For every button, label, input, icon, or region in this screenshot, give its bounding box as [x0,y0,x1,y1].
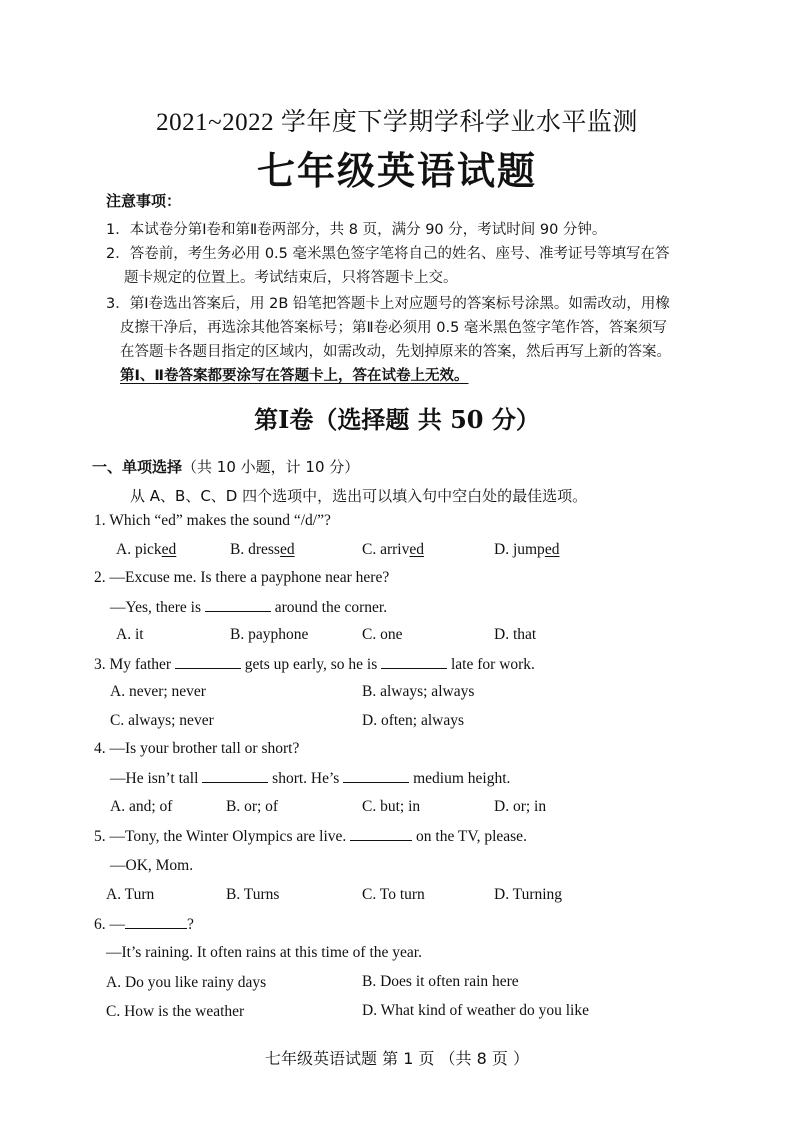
stem-part: —He isn’t tall [110,770,199,787]
stem-part: 3. My father [94,656,172,673]
stem-part: short. He’s [272,770,340,787]
question-6-line-2: —It’s raining. It often rains at this time of the year. [106,944,422,961]
stem-part: 6. — [94,916,125,933]
page-title: 七年级英语试题 [256,148,537,193]
question-5-option-a: A. Turn [106,886,155,903]
section-title-label: 一、单项选择 [92,458,183,476]
question-6-option-d: D. What kind of weather do you like [362,1002,589,1019]
exam-period-heading: 2021~2022 学年度下学期学科学业水平监测 [156,109,638,136]
question-5-option-d: D. Turning [494,886,563,903]
notice-item-3-line-4: 第Ⅰ、Ⅱ卷答案都要涂写在答题卡上，答在试卷上无效。 [120,368,469,384]
question-5-line-2: —OK, Mom. [110,857,194,874]
option-text: B. dress [230,541,280,558]
stem-part: around the corner. [274,599,388,616]
part-title: 第Ⅰ卷（选择题 共 50 分） [254,405,540,434]
question-4-option-c: C. but; in [362,798,421,815]
option-text: A. pick [116,541,162,558]
notice-item-2-line-2: 题卡规定的位置上。考试结束后，只将答题卡上交。 [124,270,458,286]
answer-blank [343,769,409,783]
question-3-option-a: A. never; never [110,683,206,700]
option-underlined: ed [544,541,560,558]
question-1-option-c [362,541,424,559]
question-2-option-d: D. that [494,626,537,643]
question-1-option-b [230,541,295,559]
notice-item-1: 1．本试卷分第Ⅰ卷和第Ⅱ卷两部分，共 8 页，满分 90 分，考试时间 90 分钟。 [106,222,607,238]
answer-blank [350,827,412,841]
section-title-detail: （共 10 小题，计 10 分） [182,458,360,476]
question-2-option-a: A. it [116,626,144,643]
notice-item-3-line-1: 3．第Ⅰ卷选出答案后，用 2B 铅笔把答题卡上对应题号的答案标号涂黑。如需改动，用橡 [106,296,670,312]
stem-part: late for work. [451,656,535,673]
question-4-stem: 4. —Is your brother tall or short? [94,740,300,757]
stem-part: —Yes, there is [110,599,201,616]
question-1-stem: 1. Which “ed” makes the sound “/d/”? [94,512,331,529]
question-5-option-c: C. To turn [362,886,425,903]
question-6-option-b: B. Does it often rain here [362,973,519,990]
page-footer: 七年级英语试题 第 1 页 （共 8 页 ） [265,1049,529,1068]
question-5-option-b: B. Turns [226,886,280,903]
question-4-option-b: B. or; of [226,798,279,815]
notice-item-2-line-1: 2．答卷前，考生务必用 0.5 毫米黑色签字笔将自己的姓名、座号、准考证号等填写在答 [106,246,670,262]
question-3-option-c: C. always; never [110,712,214,729]
question-2-line-2 [110,598,387,617]
question-2-option-b: B. payphone [230,626,309,643]
question-1-option-a [116,541,176,559]
stem-part: gets up early, so he is [244,656,378,673]
question-1-option-d [494,541,559,559]
question-5-stem [94,827,527,846]
question-6-stem [94,915,194,934]
notice-heading: 注意事项： [106,192,182,210]
option-underlined: ed [279,541,295,558]
stem-part: 5. —Tony, the Winter Olympics are live. [94,828,347,845]
stem-part: ? [187,916,194,933]
question-2-stem: 2. —Excuse me. Is there a payphone near here? [94,569,390,586]
question-6-option-a: A. Do you like rainy days [106,974,267,991]
option-text: D. jump [494,541,545,558]
question-3-stem [94,655,535,674]
notice-item-3-line-3: 在答题卡各题目指定的区域内，如需改动，先划掉原来的答案，然后再写上新的答案。 [120,344,671,360]
notice-item-3-line-2: 皮擦干净后，再选涂其他答案标号；第Ⅱ卷必须用 0.5 毫米黑色签字笔作答，答案须写 [120,320,667,336]
stem-part: on the TV, please. [416,828,527,845]
answer-blank [125,915,187,929]
question-4-line-2 [110,769,510,788]
answer-blank [381,655,447,669]
answer-blank [202,769,268,783]
option-text: C. arriv [362,541,410,558]
option-underlined: ed [409,541,424,558]
section-description: 从 A、B、C、D 四个选项中，选出可以填入句中空白处的最佳选项。 [130,487,588,505]
question-2-option-c: C. one [362,626,403,643]
section-title [92,456,359,477]
answer-blank [175,655,241,669]
question-4-option-a: A. and; of [110,798,173,815]
question-3-option-d: D. often; always [362,712,465,729]
option-underlined: ed [161,541,177,558]
question-4-option-d: D. or; in [494,798,547,815]
stem-part: medium height. [413,770,511,787]
question-3-option-b: B. always; always [362,683,475,700]
answer-blank [205,598,271,612]
question-6-option-c: C. How is the weather [106,1003,245,1020]
